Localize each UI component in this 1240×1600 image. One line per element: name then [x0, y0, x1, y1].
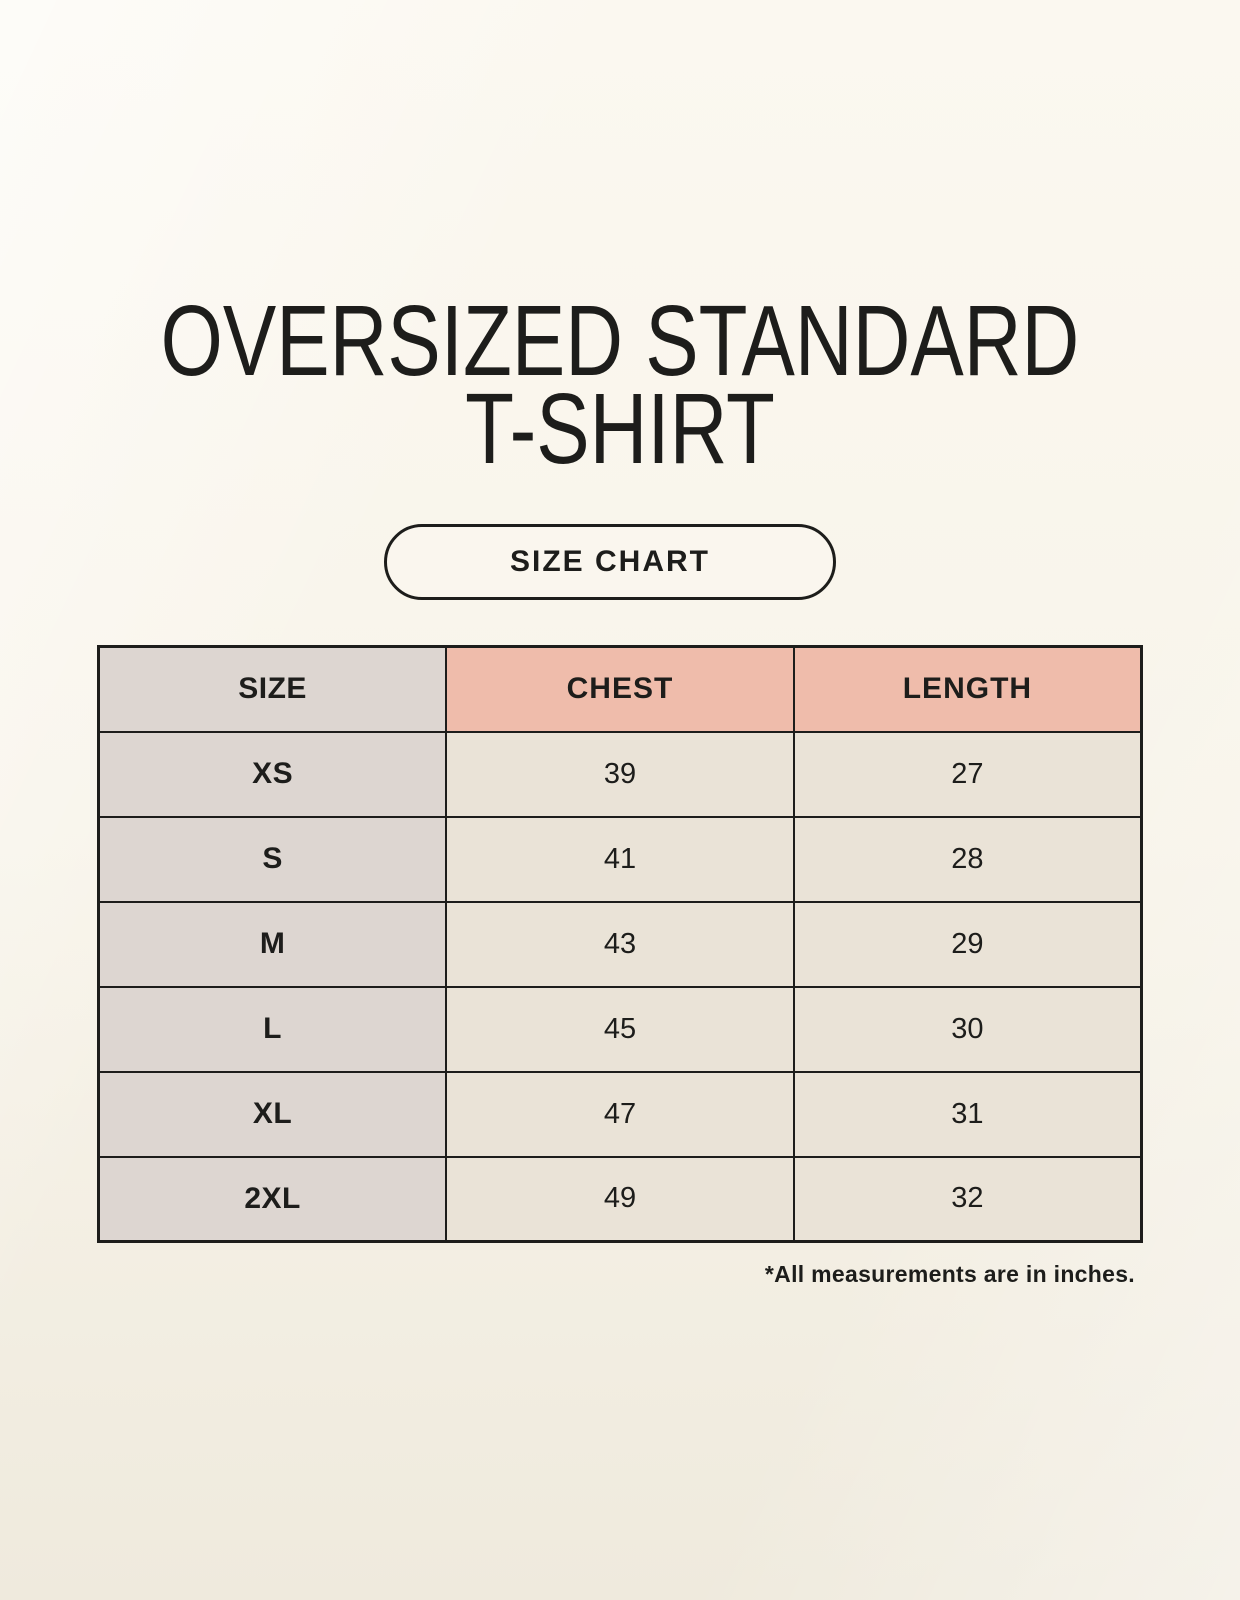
measurements-footnote: *All measurements are in inches.	[764, 1261, 1135, 1287]
page-title-line1: OVERSIZED STANDARD	[160, 285, 1080, 397]
table-row-s	[99, 817, 1142, 902]
table-row-xs	[99, 732, 1142, 817]
size-label: 2XL	[99, 1157, 447, 1242]
column-header-length: LENGTH	[794, 647, 1142, 732]
table-row-m	[99, 902, 1142, 987]
length-value: 27	[794, 732, 1142, 817]
length-value: 30	[794, 987, 1142, 1072]
chest-value: 43	[446, 902, 794, 987]
length-value: 32	[794, 1157, 1142, 1242]
page-title-line2: T-SHIRT	[465, 373, 775, 485]
table-row-xl	[99, 1072, 1142, 1157]
page-title	[124, 285, 1116, 485]
table-row-2xl	[99, 1157, 1142, 1242]
size-label: S	[99, 817, 447, 902]
size-label: XS	[99, 732, 447, 817]
header-row	[99, 647, 1142, 732]
size-chart-badge-label: SIZE CHART	[510, 545, 710, 578]
chest-value: 41	[446, 817, 794, 902]
column-header-chest: CHEST	[446, 647, 794, 732]
chest-value: 45	[446, 987, 794, 1072]
size-table-header	[99, 647, 1142, 732]
table-row-l	[99, 987, 1142, 1072]
size-table	[97, 645, 1143, 1243]
size-label: XL	[99, 1072, 447, 1157]
length-value: 28	[794, 817, 1142, 902]
size-label: M	[99, 902, 447, 987]
size-chart-badge	[384, 524, 836, 600]
length-value: 29	[794, 902, 1142, 987]
length-value: 31	[794, 1072, 1142, 1157]
size-table-body	[99, 732, 1142, 1242]
chest-value: 47	[446, 1072, 794, 1157]
chest-value: 49	[446, 1157, 794, 1242]
chest-value: 39	[446, 732, 794, 817]
column-header-size: SIZE	[99, 647, 447, 732]
size-label: L	[99, 987, 447, 1072]
